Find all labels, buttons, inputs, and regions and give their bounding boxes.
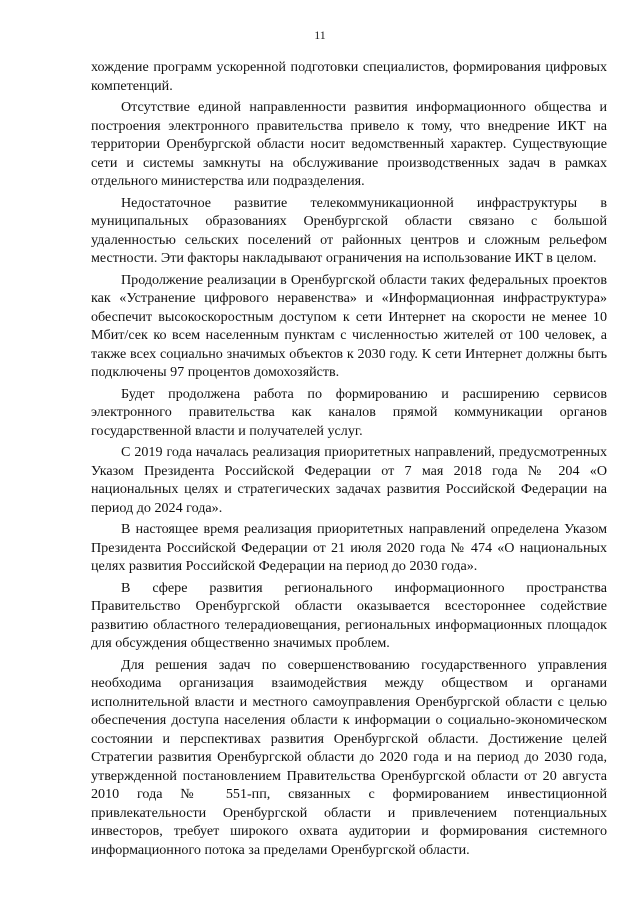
paragraph-fragmented-ict: Отсутствие единой направленности развития информационного общества и построения электронного правительства привело к тому, что внедрение ИКТ на территории Оренбургской области носит ведомственный характер. Существующие сети и системы замкнуты на обслуживание производственных задач в рамках отдельного министерства или подразделения. [91,99,607,189]
document-body [91,58,607,859]
paragraph-decree-474: В настоящее время реализация приоритетных направлений определена Указом Президента Российской Федерации от 21 июля 2020 года № 474 «О национальных целях развития Российской Федерации на период до 2030 года». [91,521,607,574]
page-number: 11 [314,28,326,42]
paragraph-federal-projects: Продолжение реализации в Оренбургской области таких федеральных проектов как «Устранение цифрового неравенства» и «Информационная инфраструктура» обеспечит высокоскоростным доступом к сети Интернет на скорости не менее 10 Мбит/сек ко всем населенным пунктам с численностью жителей от 100 человек, а также всех социально значимых объектов к 2030 году. К сети Интернет должны быть подключены 97 процентов домохозяйств. [91,271,607,380]
paragraph-telecom-infrastructure: Недостаточное развитие телекоммуникационной инфраструктуры в муниципальных образованиях Оренбургской области связано с большой удаленностью сельских поселений от районных центров и сложным рельефом местности. Эти факторы накладывают ограничения на использование ИКТ в целом. [91,194,607,266]
paragraph-regional-information-space: В сфере развития регионального информационного пространства Правительство Оренбургской области оказывается всестороннее содействие развитию областного телерадиовещания, региональных информационных площадок для обсуждения общественно значимых проблем. [91,579,607,651]
paragraph-continuation: хождение программ ускоренной подготовки специалистов, формирования цифровых компетенций. [91,59,607,94]
paragraph-e-government-services: Будет продолжена работа по формированию и расширению сервисов электронного правительства как каналов прямой коммуникации органов государственной власти и получателей услуг. [91,385,607,439]
paragraph-public-administration: Для решения задач по совершенствованию государственного управления необходима организация взаимодействия между обществом и органами исполнительной власти и местного самоуправления Оренбургской области с целью обеспечения доступа населения области к информации о социально-экономическом состоянии и перспективах развития Оренбургской области. Достижение целей Стратегии развития Оренбургской области до 2020 года и на период до 2030 года, утвержденной постановлением Правительства Оренбургской области от 20 августа 2010 года № 551-пп, связанных с формированием инвестиционной привлекательности Оренбургской области и привлечением потенциальных инвесторов, требует широкого охвата аудитории и формирования системного информационного потока за пределами Оренбургской области. [91,656,607,858]
paragraph-decree-204: С 2019 года началась реализация приоритетных направлений, предусмотренных Указом Президента Российской Федерации от 7 мая 2018 года № 204 «О национальных целях и стратегических задачах развития Российской Федерации на период до 2024 года». [91,444,607,516]
